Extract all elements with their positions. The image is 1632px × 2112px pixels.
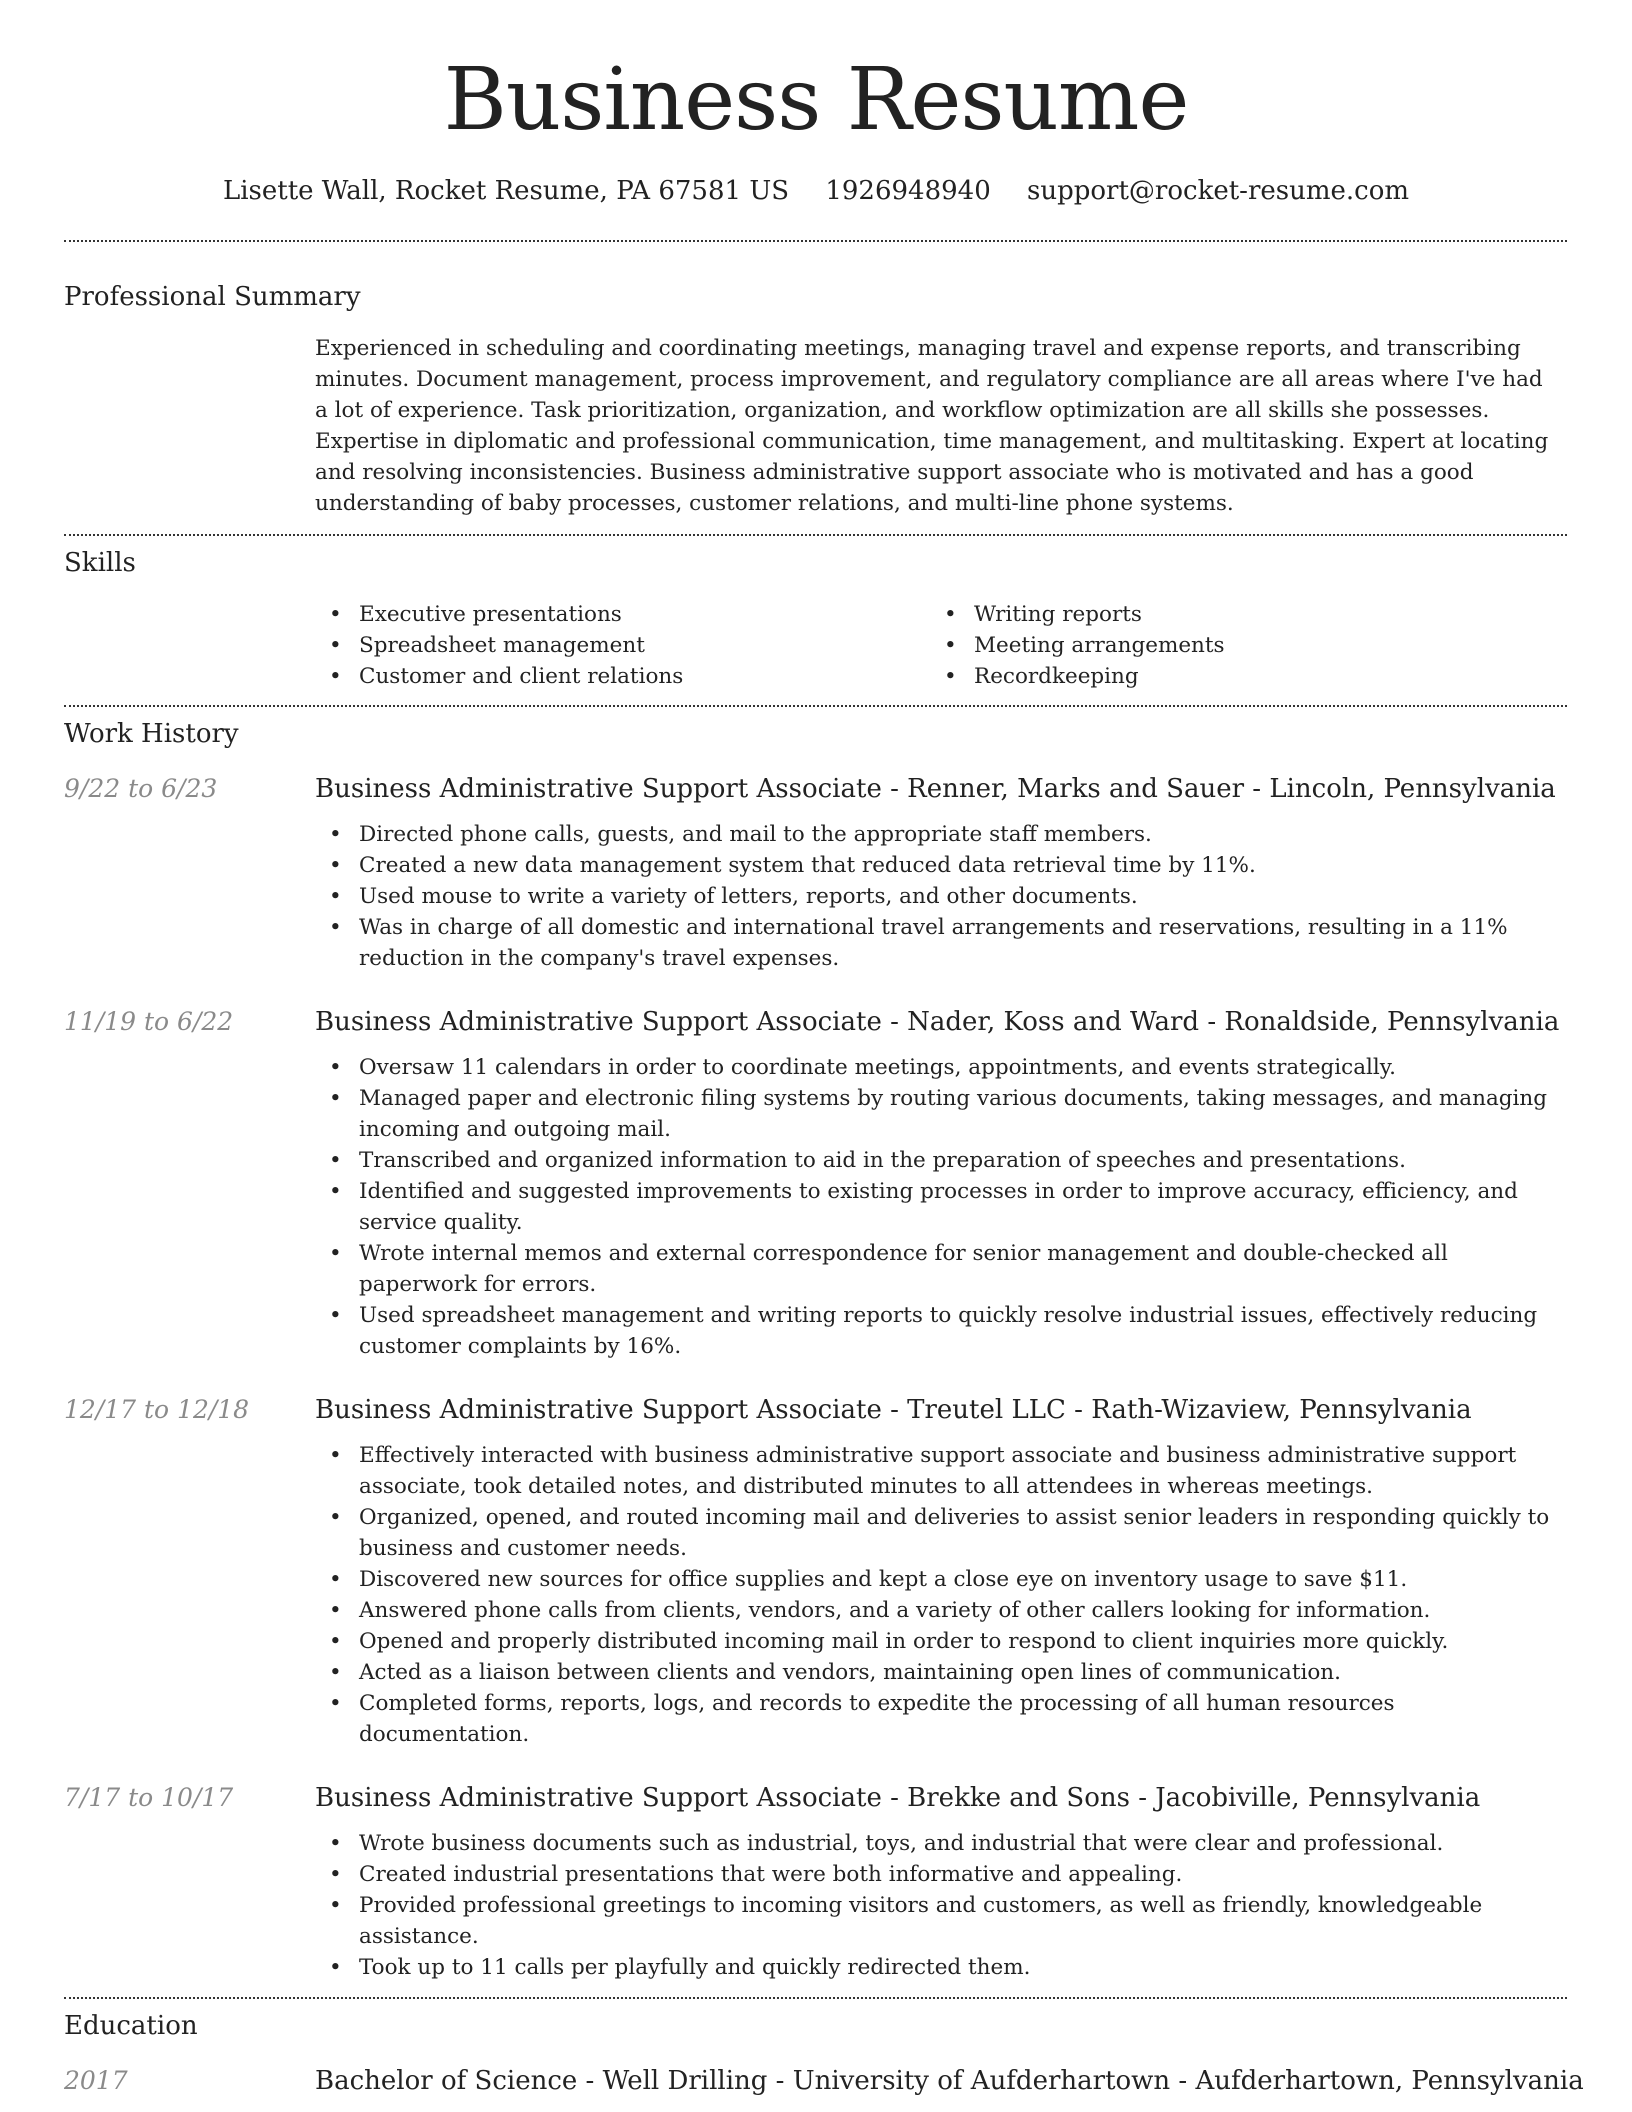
job-entry bbox=[0, 1780, 1632, 1983]
job-bullet: • Completed forms, reports, logs, and records to expedite the processing of all human resources documentation. bbox=[315, 1688, 1562, 1750]
job-bullet: • Wrote business documents such as industrial, toys, and industrial that were clear and professional. bbox=[315, 1828, 1562, 1859]
job-bullets bbox=[315, 1828, 1562, 1983]
education-entry bbox=[0, 2063, 1632, 2099]
job-entry bbox=[0, 1004, 1632, 1362]
job-dates: 9/22 to 6/23 bbox=[64, 774, 218, 803]
job-bullet: • Oversaw 11 calendars in order to coordinate meetings, appointments, and events strategically. bbox=[315, 1052, 1562, 1083]
job-bullet: • Directed phone calls, guests, and mail to the appropriate staff members. bbox=[315, 819, 1562, 850]
contact-email: support@rocket-resume.com bbox=[1027, 176, 1410, 206]
skill-item: • Recordkeeping bbox=[930, 661, 1545, 692]
job-bullet: • Discovered new sources for office supplies and kept a close eye on inventory usage to save $11. bbox=[315, 1564, 1562, 1595]
job-bullet: • Organized, opened, and routed incoming mail and deliveries to assist senior leaders in responding quickly to business and customer needs. bbox=[315, 1502, 1562, 1564]
job-dates: 7/17 to 10/17 bbox=[64, 1783, 234, 1812]
resume-title: Business Resume bbox=[443, 50, 1189, 150]
job-bullet: • Wrote internal memos and external correspondence for senior management and double-checked all paperwork for errors. bbox=[315, 1238, 1562, 1300]
summary-text: Experienced in scheduling and coordinating meetings, managing travel and expense reports, and transcribing minutes. Document management, process improvement, and regulatory compliance are all areas where I've had a lot of experience. Task prioritization, organization, and workflow optimization are all skills she possesses. Expertise in diplomatic and professional communication, time management, and multitasking. Expert at locating and resolving inconsistencies. Business administrative support associate who is motivated and has a good understanding of baby processes, customer relations, and multi-line phone systems. bbox=[315, 336, 1549, 516]
skill-item: • Executive presentations bbox=[315, 599, 930, 630]
section-title-education: Education bbox=[64, 2011, 198, 2041]
education-year: 2017 bbox=[64, 2066, 128, 2095]
job-bullets bbox=[315, 1052, 1562, 1362]
skills-column-left bbox=[315, 599, 930, 692]
job-bullet: • Used spreadsheet management and writing reports to quickly resolve industrial issues, effectively reducing customer complaints by 16%. bbox=[315, 1300, 1562, 1362]
job-title: Business Administrative Support Associate - Brekke and Sons - Jacobiville, Pennsylvania bbox=[315, 1783, 1481, 1813]
contact-phone: 1926948940 bbox=[825, 176, 991, 206]
skills-column-right bbox=[930, 599, 1545, 692]
section-title-work: Work History bbox=[64, 719, 239, 749]
job-bullet: • Effectively interacted with business administrative support associate and business administrative support associate, took detailed notes, and distributed minutes to all attendees in whereas meetings. bbox=[315, 1440, 1562, 1502]
job-bullet: • Answered phone calls from clients, vendors, and a variety of other callers looking for information. bbox=[315, 1595, 1562, 1626]
section-title-skills: Skills bbox=[64, 548, 136, 578]
skill-item: • Spreadsheet management bbox=[315, 630, 930, 661]
contact-line bbox=[0, 174, 1632, 208]
section-title-summary: Professional Summary bbox=[64, 282, 361, 312]
job-bullet: • Identified and suggested improvements to existing processes in order to improve accuracy, efficiency, and service quality. bbox=[315, 1176, 1562, 1238]
job-entry bbox=[0, 1392, 1632, 1750]
job-bullet: • Provided professional greetings to incoming visitors and customers, as well as friendly, knowledgeable assistance. bbox=[315, 1890, 1562, 1952]
education-title: Bachelor of Science - Well Drilling - University of Aufderhartown - Aufderhartown, Pennsylvania bbox=[315, 2066, 1584, 2096]
job-bullet: • Created industrial presentations that were both informative and appealing. bbox=[315, 1859, 1562, 1890]
divider bbox=[64, 1997, 1567, 1999]
job-title: Business Administrative Support Associate - Treutel LLC - Rath-Wizaview, Pennsylvania bbox=[315, 1395, 1472, 1425]
job-bullets bbox=[315, 1440, 1562, 1750]
contact-address: Lisette Wall, Rocket Resume, PA 67581 US bbox=[222, 176, 790, 206]
job-bullet: • Transcribed and organized information to aid in the preparation of speeches and presentations. bbox=[315, 1145, 1562, 1176]
job-bullet: • Created a new data management system that reduced data retrieval time by 11%. bbox=[315, 850, 1562, 881]
skill-item: • Writing reports bbox=[930, 599, 1545, 630]
job-bullet: • Was in charge of all domestic and international travel arrangements and reservations, resulting in a 11% reduction in the company's travel expenses. bbox=[315, 912, 1562, 974]
skill-item: • Meeting arrangements bbox=[930, 630, 1545, 661]
job-title: Business Administrative Support Associate - Nader, Koss and Ward - Ronaldside, Pennsylvania bbox=[315, 1007, 1560, 1037]
job-bullet: • Opened and properly distributed incoming mail in order to respond to client inquiries more quickly. bbox=[315, 1626, 1562, 1657]
divider bbox=[64, 534, 1567, 536]
job-bullets bbox=[315, 819, 1562, 974]
job-bullet: • Acted as a liaison between clients and vendors, maintaining open lines of communication. bbox=[315, 1657, 1562, 1688]
job-dates: 12/17 to 12/18 bbox=[64, 1395, 250, 1424]
job-bullet: • Managed paper and electronic filing systems by routing various documents, taking messages, and managing incoming and outgoing mail. bbox=[315, 1083, 1562, 1145]
job-bullet: • Used mouse to write a variety of letters, reports, and other documents. bbox=[315, 881, 1562, 912]
job-entry bbox=[0, 771, 1632, 974]
job-title: Business Administrative Support Associate - Renner, Marks and Sauer - Lincoln, Pennsylvania bbox=[315, 774, 1556, 804]
skills-list bbox=[315, 599, 1562, 692]
divider bbox=[64, 705, 1567, 707]
divider bbox=[64, 240, 1567, 242]
job-bullet: • Took up to 11 calls per playfully and quickly redirected them. bbox=[315, 1952, 1562, 1983]
skill-item: • Customer and client relations bbox=[315, 661, 930, 692]
job-dates: 11/19 to 6/22 bbox=[64, 1007, 234, 1036]
